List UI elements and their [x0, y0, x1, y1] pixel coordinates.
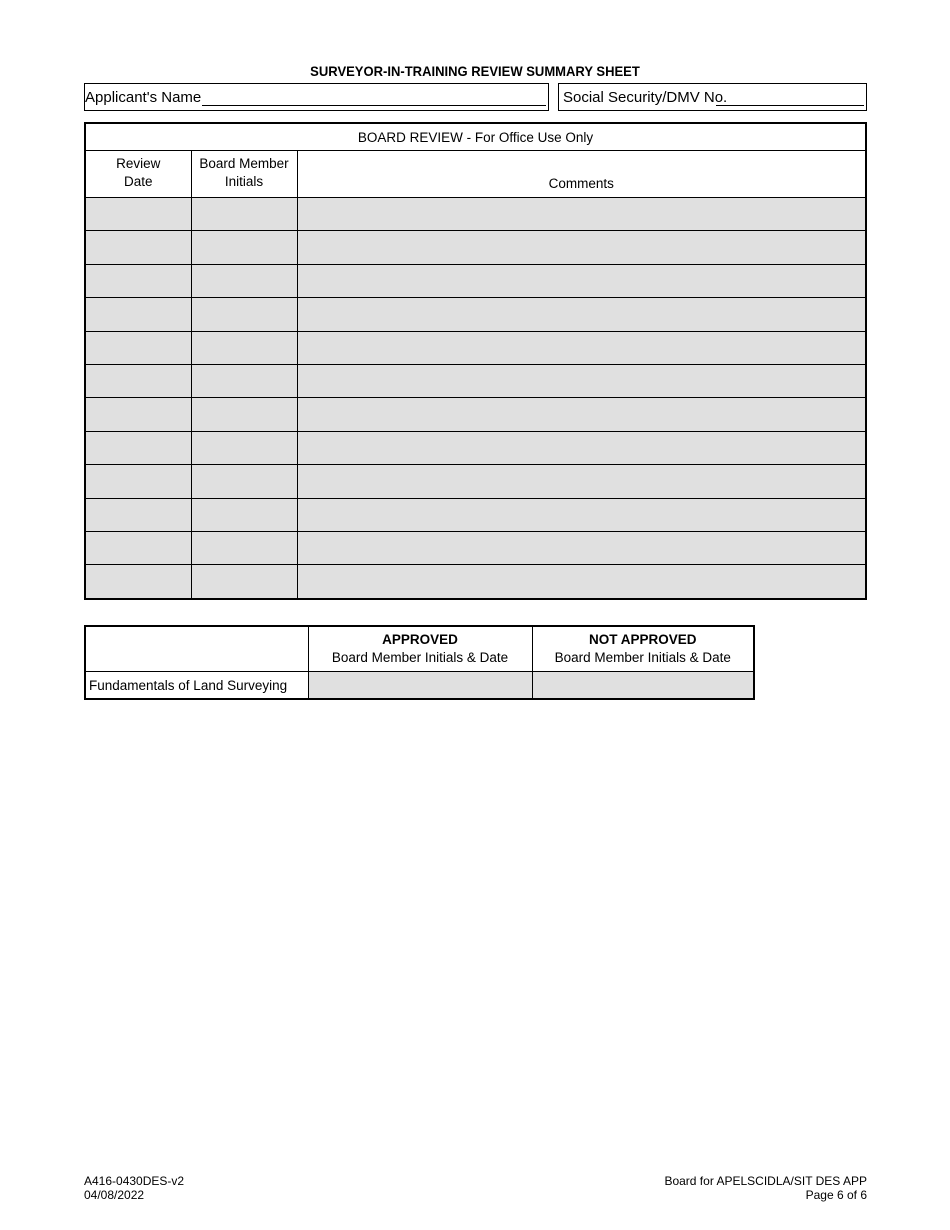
page-number: Page 6 of 6	[805, 1188, 867, 1202]
comments-cell[interactable]	[297, 231, 866, 264]
table-row	[85, 531, 866, 564]
board-name: Board for APELSCIDLA/SIT DES APP	[664, 1174, 867, 1188]
table-row	[85, 565, 866, 599]
review-date-cell[interactable]	[85, 498, 191, 531]
initials-cell[interactable]	[191, 465, 297, 498]
comments-cell[interactable]	[297, 465, 866, 498]
comments-cell[interactable]	[297, 431, 866, 464]
initials-cell[interactable]	[191, 264, 297, 297]
initials-cell[interactable]	[191, 298, 297, 331]
comments-header: Comments	[297, 151, 866, 198]
initials-cell[interactable]	[191, 431, 297, 464]
review-date-cell[interactable]	[85, 298, 191, 331]
table-row	[85, 331, 866, 364]
comments-cell[interactable]	[297, 198, 866, 231]
initials-cell[interactable]	[191, 364, 297, 397]
review-date-cell[interactable]	[85, 331, 191, 364]
comments-cell[interactable]	[297, 264, 866, 297]
page-title: SURVEYOR-IN-TRAINING REVIEW SUMMARY SHEET	[310, 63, 640, 79]
table-row	[85, 498, 866, 531]
ssn-dmv-label: Social Security/DMV No.	[563, 89, 728, 106]
initials-cell[interactable]	[191, 331, 297, 364]
initials-cell[interactable]	[191, 565, 297, 599]
comments-cell[interactable]	[297, 531, 866, 564]
approval-table	[84, 625, 755, 700]
ssn-dmv-field	[558, 83, 867, 111]
not-approved-header: NOT APPROVED Board Member Initials & Date	[532, 626, 754, 672]
not-approved-input[interactable]	[532, 672, 754, 700]
approved-header: APPROVED Board Member Initials & Date	[308, 626, 532, 672]
comments-cell[interactable]	[297, 364, 866, 397]
comments-cell[interactable]	[297, 398, 866, 431]
initials-cell[interactable]	[191, 498, 297, 531]
comments-cell[interactable]	[297, 498, 866, 531]
table-row	[85, 398, 866, 431]
table-row	[85, 431, 866, 464]
approved-input[interactable]	[308, 672, 532, 700]
table-row	[85, 298, 866, 331]
form-id: A416-0430DES-v2	[84, 1174, 185, 1188]
review-date-cell[interactable]	[85, 398, 191, 431]
table-row	[85, 465, 866, 498]
review-date-cell[interactable]	[85, 198, 191, 231]
comments-cell[interactable]	[297, 331, 866, 364]
fundamentals-label: Fundamentals of Land Surveying	[85, 672, 308, 700]
review-date-cell[interactable]	[85, 531, 191, 564]
comments-cell[interactable]	[297, 565, 866, 599]
review-date-cell[interactable]	[85, 431, 191, 464]
table-row	[85, 198, 866, 231]
table-row	[85, 231, 866, 264]
review-date-cell[interactable]	[85, 364, 191, 397]
initials-cell[interactable]	[191, 198, 297, 231]
review-date-cell[interactable]	[85, 264, 191, 297]
comments-cell[interactable]	[297, 298, 866, 331]
footer-left	[84, 1174, 184, 1202]
table-row	[85, 364, 866, 397]
form-date: 04/08/2022	[84, 1188, 145, 1202]
applicant-name-input[interactable]	[202, 105, 546, 106]
review-date-cell[interactable]	[85, 465, 191, 498]
initials-cell[interactable]	[191, 231, 297, 264]
approval-blank-header	[85, 626, 308, 672]
applicant-name-field	[84, 83, 549, 111]
footer-right	[664, 1174, 867, 1202]
board-review-table	[84, 122, 867, 600]
table-row	[85, 264, 866, 297]
review-date-cell[interactable]	[85, 231, 191, 264]
board-review-header: BOARD REVIEW - For Office Use Only	[85, 123, 866, 151]
board-member-initials-header: Board Member Initials	[191, 151, 297, 198]
review-date-cell[interactable]	[85, 565, 191, 599]
ssn-dmv-input[interactable]	[716, 105, 864, 106]
applicant-name-label: Applicant's Name	[85, 89, 202, 106]
initials-cell[interactable]	[191, 531, 297, 564]
review-date-header: Review Date	[85, 151, 191, 198]
initials-cell[interactable]	[191, 398, 297, 431]
